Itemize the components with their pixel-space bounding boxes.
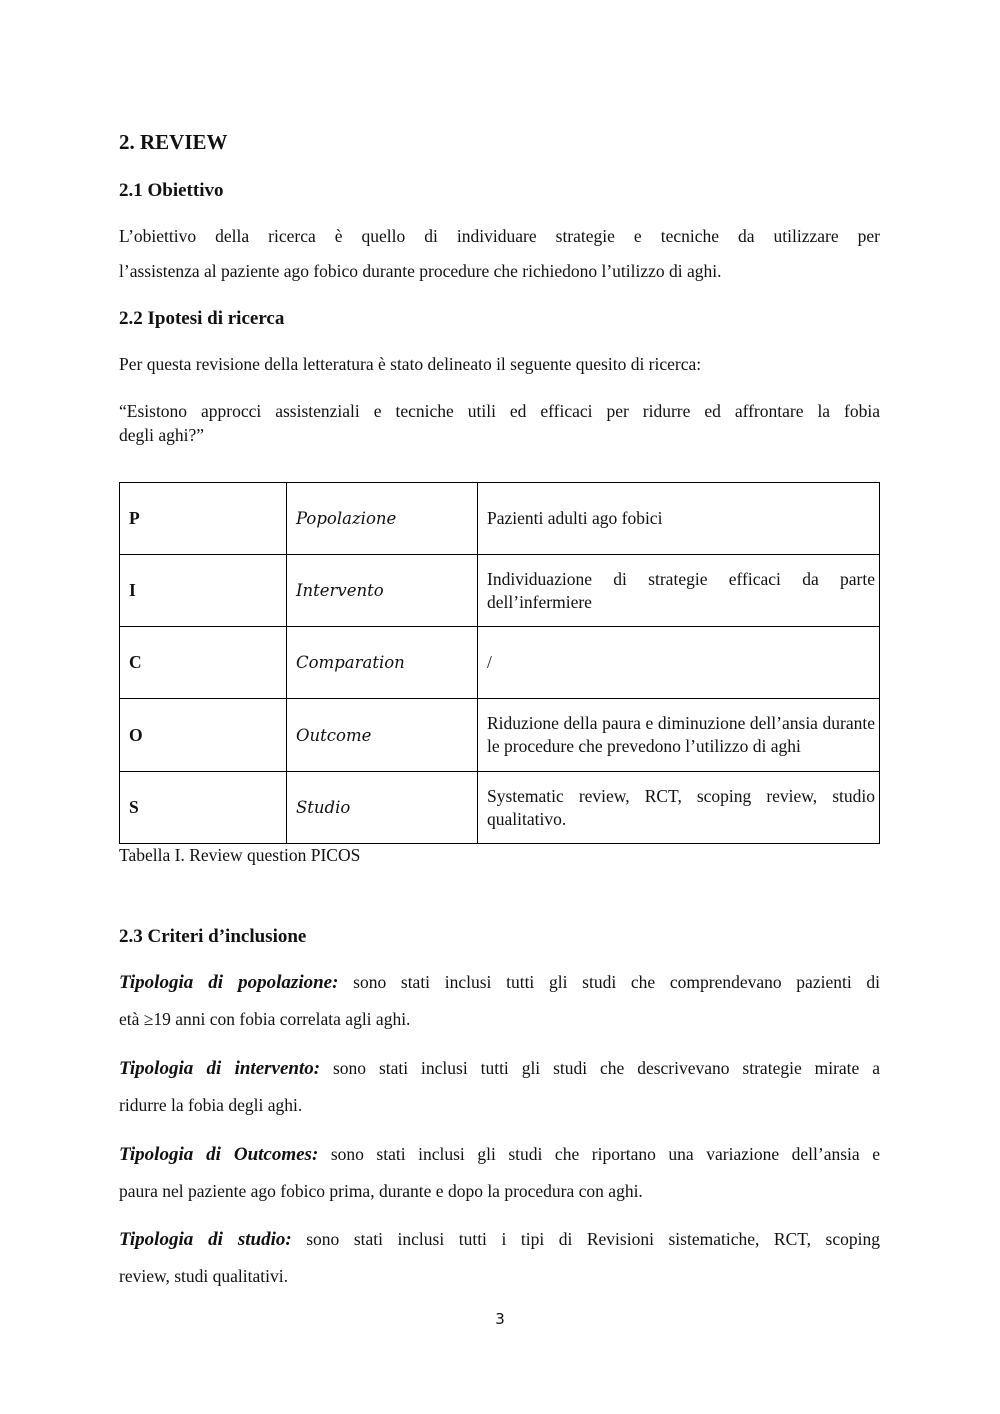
criterion-line-1 — [119, 972, 880, 994]
picos-term: Outcome — [287, 699, 478, 772]
criterion-line-1 — [119, 1229, 880, 1251]
picos-letter: I — [120, 555, 287, 627]
picos-description: Systematic review, RCT, scoping review, studio qualitativo. — [478, 772, 880, 844]
picos-term: Comparation — [287, 627, 478, 699]
picos-letter: C — [120, 627, 287, 699]
picos-term: Popolazione — [287, 483, 478, 555]
picos-letter: O — [120, 699, 287, 772]
objective-line-2: l’assistenza al paziente ago fobico durante procedure che richiedono l’utilizzo di aghi. — [119, 261, 722, 281]
objective-heading: 2.1 Obiettivo — [119, 180, 224, 201]
picos-letter: P — [120, 483, 287, 555]
criterion-label: Tipologia di intervento: — [119, 1058, 321, 1079]
criterion-label: Tipologia di Outcomes: — [119, 1144, 319, 1165]
picos-description: Riduzione della paura e diminuzione dell’ansia durante le procedure che prevedono l’utilizzo di aghi — [478, 699, 880, 772]
research-question-line-2: degli aghi?” — [119, 425, 205, 445]
picos-letter: S — [120, 772, 287, 844]
criterion-text: sono stati inclusi gli studi che riportano una variazione dell’ansia e — [318, 1144, 880, 1164]
criterion-line-2: età ≥19 anni con fobia correlata agli aghi. — [119, 1009, 411, 1029]
inclusion-heading: 2.3 Criteri d’inclusione — [119, 926, 307, 947]
criterion-text: sono stati inclusi tutti i tipi di Revisioni sistematiche, RCT, scoping — [291, 1229, 880, 1249]
hypothesis-heading: 2.2 Ipotesi di ricerca — [119, 308, 285, 329]
criterion-text: sono stati inclusi tutti gli studi che comprendevano pazienti di — [338, 972, 881, 992]
criterion-line-2: paura nel paziente ago fobico prima, durante e dopo la procedura con aghi. — [119, 1181, 643, 1201]
table-row — [120, 699, 880, 772]
page-number: 3 — [495, 1310, 505, 1328]
objective-line-1: L’obiettivo della ricerca è quello di individuare strategie e tecniche da utilizzare per — [119, 226, 880, 246]
hypothesis-intro: Per questa revisione della letteratura è stato delineato il seguente quesito di ricerca: — [119, 354, 702, 374]
picos-description: Pazienti adulti ago fobici — [478, 483, 880, 555]
table-row — [120, 627, 880, 699]
criterion-label: Tipologia di studio: — [119, 1229, 292, 1250]
criterion-line-1 — [119, 1144, 880, 1166]
table-row — [120, 772, 880, 844]
section-title: 2. REVIEW — [119, 130, 228, 154]
picos-description: Individuazione di strategie efficaci da parte dell’infermiere — [478, 555, 880, 627]
picos-term: Studio — [287, 772, 478, 844]
table-row — [120, 555, 880, 627]
table-caption: Tabella I. Review question PICOS — [119, 845, 361, 865]
picos-term: Intervento — [287, 555, 478, 627]
picos-description: / — [478, 627, 880, 699]
criterion-line-2: review, studi qualitativi. — [119, 1266, 288, 1286]
table-row — [120, 483, 880, 555]
picos-table — [119, 482, 880, 844]
criterion-text: sono stati inclusi tutti gli studi che descrivevano strategie mirate a — [320, 1058, 880, 1078]
criterion-line-1 — [119, 1058, 880, 1080]
criterion-line-2: ridurre la fobia degli aghi. — [119, 1095, 303, 1115]
criterion-label: Tipologia di popolazione: — [119, 972, 339, 993]
research-question-line-1: “Esistono approcci assistenziali e tecniche utili ed efficaci per ridurre ed affrontare la fobia — [119, 401, 880, 421]
